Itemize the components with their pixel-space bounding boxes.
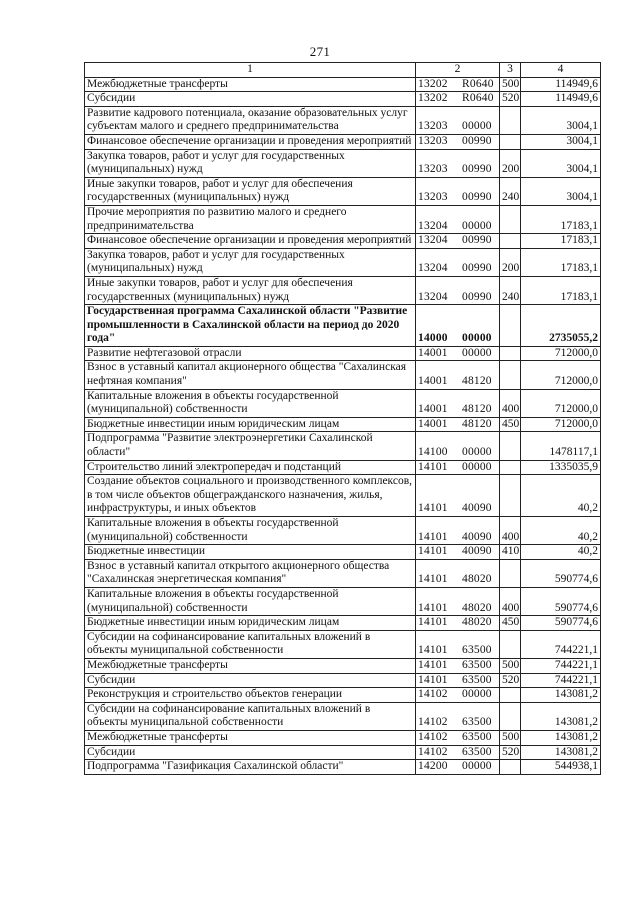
row-name-cell: Иные закупки товаров, работ и услуг для обеспечения государственных (муниципальных) нужд	[85, 276, 416, 304]
row-code-part-a: 13202	[418, 77, 448, 90]
table-row	[85, 616, 601, 631]
table-row	[85, 389, 601, 417]
row-code-part-a: 13203	[418, 163, 448, 176]
row-name-cell: Развитие нефтегазовой отрасли	[85, 346, 416, 361]
row-type-cell	[500, 361, 521, 389]
row-code-part-a: 14102	[418, 716, 448, 729]
table-header-row	[85, 63, 601, 78]
row-code-part-b: 00990	[462, 290, 492, 303]
row-code-part-b: 00000	[462, 120, 492, 133]
row-code-part-b: 00000	[462, 332, 492, 345]
row-amount-cell: 143081,2	[521, 730, 601, 745]
row-code-part-a: 14001	[418, 346, 448, 359]
row-code-cell	[416, 475, 500, 517]
row-code-part-a: 13204	[418, 290, 448, 303]
row-code-part-a: 14101	[418, 530, 448, 543]
row-amount-cell: 17183,1	[521, 248, 601, 276]
row-amount-cell: 1335035,9	[521, 460, 601, 475]
row-type-cell	[500, 630, 521, 658]
row-code-cell	[416, 745, 500, 760]
row-code-cell	[416, 587, 500, 615]
row-code-cell	[416, 234, 500, 249]
table-row	[85, 106, 601, 134]
row-type-cell: 520	[500, 92, 521, 107]
row-code-part-a: 14001	[418, 375, 448, 388]
table-row	[85, 432, 601, 460]
row-code-part-a: 13202	[418, 92, 448, 105]
row-type-cell: 500	[500, 730, 521, 745]
row-name-cell: Капитальные вложения в объекты государственной (муниципальной) собственности	[85, 389, 416, 417]
row-name-cell: Закупка товаров, работ и услуг для государственных (муниципальных) нужд	[85, 248, 416, 276]
row-code-cell	[416, 106, 500, 134]
row-type-cell: 450	[500, 616, 521, 631]
row-code-part-b: R0640	[462, 92, 494, 105]
row-code-part-a: 14101	[418, 573, 448, 586]
row-code-cell	[416, 559, 500, 587]
row-code-part-b: 48020	[462, 573, 492, 586]
row-code-part-b: 00000	[462, 219, 492, 232]
row-code-part-b: 40090	[462, 545, 492, 558]
row-code-cell	[416, 77, 500, 92]
budget-table	[84, 62, 601, 775]
row-code-cell	[416, 730, 500, 745]
row-amount-cell: 590774,6	[521, 559, 601, 587]
row-code-part-b: 00990	[462, 134, 492, 147]
table-row	[85, 760, 601, 775]
row-type-cell	[500, 134, 521, 149]
row-code-cell	[416, 92, 500, 107]
table-row	[85, 417, 601, 432]
row-code-cell	[416, 702, 500, 730]
row-code-part-b: 48020	[462, 601, 492, 614]
row-name-cell: Реконструкция и строительство объектов генерации	[85, 688, 416, 703]
table-row	[85, 688, 601, 703]
row-code-cell	[416, 149, 500, 177]
row-code-cell	[416, 658, 500, 673]
row-code-part-a: 14101	[418, 673, 448, 686]
row-code-cell	[416, 389, 500, 417]
row-amount-cell: 712000,0	[521, 389, 601, 417]
row-name-cell: Межбюджетные трансферты	[85, 658, 416, 673]
table-row	[85, 134, 601, 149]
row-type-cell: 400	[500, 517, 521, 545]
row-code-cell	[416, 630, 500, 658]
row-type-cell: 410	[500, 545, 521, 560]
table-row	[85, 475, 601, 517]
row-code-part-b: R0640	[462, 77, 494, 90]
table-row	[85, 702, 601, 730]
row-code-part-a: 14101	[418, 616, 448, 629]
row-code-part-b: 63500	[462, 673, 492, 686]
row-code-part-a: 13203	[418, 134, 448, 147]
table-row	[85, 673, 601, 688]
row-type-cell	[500, 234, 521, 249]
row-code-part-a: 14102	[418, 730, 448, 743]
row-name-cell: Субсидии на софинансирование капитальных вложений в объекты муниципальной собственности	[85, 702, 416, 730]
row-code-cell	[416, 276, 500, 304]
row-amount-cell: 3004,1	[521, 106, 601, 134]
row-code-part-a: 13204	[418, 262, 448, 275]
row-amount-cell: 17183,1	[521, 276, 601, 304]
row-type-cell	[500, 305, 521, 347]
table-row	[85, 77, 601, 92]
row-code-cell	[416, 432, 500, 460]
row-name-cell: Межбюджетные трансферты	[85, 730, 416, 745]
row-type-cell: 400	[500, 587, 521, 615]
row-code-cell	[416, 673, 500, 688]
row-code-part-a: 14101	[418, 545, 448, 558]
table-row	[85, 745, 601, 760]
row-code-part-b: 48020	[462, 616, 492, 629]
row-code-part-b: 00990	[462, 234, 492, 247]
row-code-part-a: 13204	[418, 234, 448, 247]
row-name-cell: Прочие мероприятия по развитию малого и среднего предпринимательства	[85, 205, 416, 233]
table-row	[85, 305, 601, 347]
row-code-part-b: 00990	[462, 191, 492, 204]
row-type-cell: 240	[500, 276, 521, 304]
row-code-cell	[416, 417, 500, 432]
table-row	[85, 517, 601, 545]
row-code-part-a: 14101	[418, 502, 448, 515]
row-code-cell	[416, 305, 500, 347]
row-type-cell	[500, 346, 521, 361]
row-amount-cell: 712000,0	[521, 361, 601, 389]
row-type-cell: 200	[500, 248, 521, 276]
row-code-part-a: 13203	[418, 191, 448, 204]
row-code-part-b: 63500	[462, 644, 492, 657]
table-row	[85, 361, 601, 389]
row-code-part-b: 00990	[462, 163, 492, 176]
row-amount-cell: 40,2	[521, 517, 601, 545]
row-name-cell: Государственная программа Сахалинской области "Развитие промышленности в Сахалинской области на период до 2020 года"	[85, 305, 416, 347]
row-code-part-b: 63500	[462, 745, 492, 758]
row-code-part-b: 00000	[462, 760, 492, 773]
row-code-part-a: 14001	[418, 417, 448, 430]
table-row	[85, 630, 601, 658]
table-row	[85, 658, 601, 673]
row-code-part-b: 00000	[462, 346, 492, 359]
row-code-part-a: 14000	[418, 332, 448, 345]
header-cell-2: 2	[416, 63, 500, 78]
row-code-cell	[416, 177, 500, 205]
row-code-cell	[416, 545, 500, 560]
row-amount-cell: 712000,0	[521, 417, 601, 432]
row-name-cell: Капитальные вложения в объекты государственной (муниципальной) собственности	[85, 587, 416, 615]
table-row	[85, 248, 601, 276]
row-code-part-a: 13203	[418, 120, 448, 133]
row-code-part-a: 14101	[418, 658, 448, 671]
row-amount-cell: 1478117,1	[521, 432, 601, 460]
row-name-cell: Бюджетные инвестиции иным юридическим лицам	[85, 616, 416, 631]
table-row	[85, 276, 601, 304]
row-amount-cell: 3004,1	[521, 134, 601, 149]
row-code-part-b: 48120	[462, 403, 492, 416]
row-code-cell	[416, 517, 500, 545]
table-row	[85, 460, 601, 475]
row-type-cell: 450	[500, 417, 521, 432]
row-name-cell: Межбюджетные трансферты	[85, 77, 416, 92]
table-row	[85, 346, 601, 361]
table-row	[85, 234, 601, 249]
row-type-cell	[500, 702, 521, 730]
row-code-part-a: 14001	[418, 403, 448, 416]
row-name-cell: Бюджетные инвестиции	[85, 545, 416, 560]
row-amount-cell: 17183,1	[521, 234, 601, 249]
row-amount-cell: 3004,1	[521, 149, 601, 177]
row-type-cell	[500, 475, 521, 517]
row-type-cell	[500, 460, 521, 475]
row-type-cell	[500, 760, 521, 775]
row-amount-cell: 17183,1	[521, 205, 601, 233]
row-code-part-b: 63500	[462, 716, 492, 729]
row-code-part-a: 14101	[418, 460, 448, 473]
row-amount-cell: 712000,0	[521, 346, 601, 361]
table-row	[85, 149, 601, 177]
row-amount-cell: 143081,2	[521, 688, 601, 703]
row-name-cell: Бюджетные инвестиции иным юридическим лицам	[85, 417, 416, 432]
row-type-cell	[500, 688, 521, 703]
row-code-cell	[416, 346, 500, 361]
table-row	[85, 730, 601, 745]
row-type-cell: 500	[500, 658, 521, 673]
row-amount-cell: 544938,1	[521, 760, 601, 775]
row-type-cell: 400	[500, 389, 521, 417]
row-name-cell: Финансовое обеспечение организации и проведения мероприятий	[85, 134, 416, 149]
row-code-part-b: 40090	[462, 502, 492, 515]
page-number: 271	[309, 44, 331, 59]
row-amount-cell: 590774,6	[521, 587, 601, 615]
row-name-cell: Финансовое обеспечение организации и проведения мероприятий	[85, 234, 416, 249]
row-name-cell: Закупка товаров, работ и услуг для государственных (муниципальных) нужд	[85, 149, 416, 177]
row-code-part-a: 14100	[418, 446, 448, 459]
row-type-cell	[500, 205, 521, 233]
table-row	[85, 545, 601, 560]
row-name-cell: Субсидии	[85, 745, 416, 760]
table-row	[85, 92, 601, 107]
row-name-cell: Субсидии	[85, 673, 416, 688]
row-code-part-a: 13204	[418, 219, 448, 232]
row-type-cell: 240	[500, 177, 521, 205]
row-name-cell: Взнос в уставный капитал открытого акционерного общества "Сахалинская энергетическая компания"	[85, 559, 416, 587]
row-name-cell: Подпрограмма "Развитие электроэнергетики Сахалинской области"	[85, 432, 416, 460]
row-code-part-b: 00000	[462, 460, 492, 473]
row-type-cell	[500, 432, 521, 460]
row-type-cell: 520	[500, 745, 521, 760]
row-type-cell: 520	[500, 673, 521, 688]
row-code-cell	[416, 460, 500, 475]
row-code-part-a: 14200	[418, 760, 448, 773]
row-amount-cell: 744221,1	[521, 658, 601, 673]
row-type-cell	[500, 559, 521, 587]
row-amount-cell: 143081,2	[521, 702, 601, 730]
row-name-cell: Создание объектов социального и производственного комплексов, в том числе объектов общегражданского назначения, жилья, инфраструктуры, и иных объектов	[85, 475, 416, 517]
header-cell-1: 1	[85, 63, 416, 78]
row-code-part-b: 00000	[462, 688, 492, 701]
row-code-cell	[416, 688, 500, 703]
row-amount-cell: 2735055,2	[521, 305, 601, 347]
row-code-part-b: 00000	[462, 446, 492, 459]
row-name-cell: Взнос в уставный капитал акционерного общества "Сахалинская нефтяная компания"	[85, 361, 416, 389]
header-cell-3: 3	[500, 63, 521, 78]
row-amount-cell: 590774,6	[521, 616, 601, 631]
table-row	[85, 177, 601, 205]
header-cell-4: 4	[521, 63, 601, 78]
table-row	[85, 559, 601, 587]
row-code-part-a: 14102	[418, 745, 448, 758]
row-name-cell: Капитальные вложения в объекты государственной (муниципальной) собственности	[85, 517, 416, 545]
row-code-cell	[416, 361, 500, 389]
row-name-cell: Иные закупки товаров, работ и услуг для обеспечения государственных (муниципальных) нужд	[85, 177, 416, 205]
row-code-part-b: 48120	[462, 375, 492, 388]
row-type-cell	[500, 106, 521, 134]
row-amount-cell: 114949,6	[521, 77, 601, 92]
row-amount-cell: 143081,2	[521, 745, 601, 760]
row-code-cell	[416, 616, 500, 631]
budget-table-body	[85, 63, 601, 775]
table-row	[85, 205, 601, 233]
row-code-cell	[416, 248, 500, 276]
row-code-part-a: 14102	[418, 688, 448, 701]
row-amount-cell: 40,2	[521, 545, 601, 560]
table-row	[85, 587, 601, 615]
row-name-cell: Подпрограмма "Газификация Сахалинской области"	[85, 760, 416, 775]
row-code-part-b: 00990	[462, 262, 492, 275]
row-code-cell	[416, 760, 500, 775]
row-name-cell: Строительство линий электропередач и подстанций	[85, 460, 416, 475]
row-amount-cell: 114949,6	[521, 92, 601, 107]
row-amount-cell: 744221,1	[521, 673, 601, 688]
row-code-part-a: 14101	[418, 601, 448, 614]
row-code-part-b: 40090	[462, 530, 492, 543]
row-name-cell: Субсидии	[85, 92, 416, 107]
row-code-part-b: 63500	[462, 730, 492, 743]
row-amount-cell: 3004,1	[521, 177, 601, 205]
row-code-cell	[416, 134, 500, 149]
row-code-part-a: 14101	[418, 644, 448, 657]
row-name-cell: Субсидии на софинансирование капитальных вложений в объекты муниципальной собственности	[85, 630, 416, 658]
row-type-cell: 200	[500, 149, 521, 177]
row-amount-cell: 744221,1	[521, 630, 601, 658]
row-type-cell: 500	[500, 77, 521, 92]
row-code-cell	[416, 205, 500, 233]
row-name-cell: Развитие кадрового потенциала, оказание образовательных услуг субъектам малого и среднего предпринимательства	[85, 106, 416, 134]
row-code-part-b: 63500	[462, 658, 492, 671]
row-code-part-b: 48120	[462, 417, 492, 430]
row-amount-cell: 40,2	[521, 475, 601, 517]
